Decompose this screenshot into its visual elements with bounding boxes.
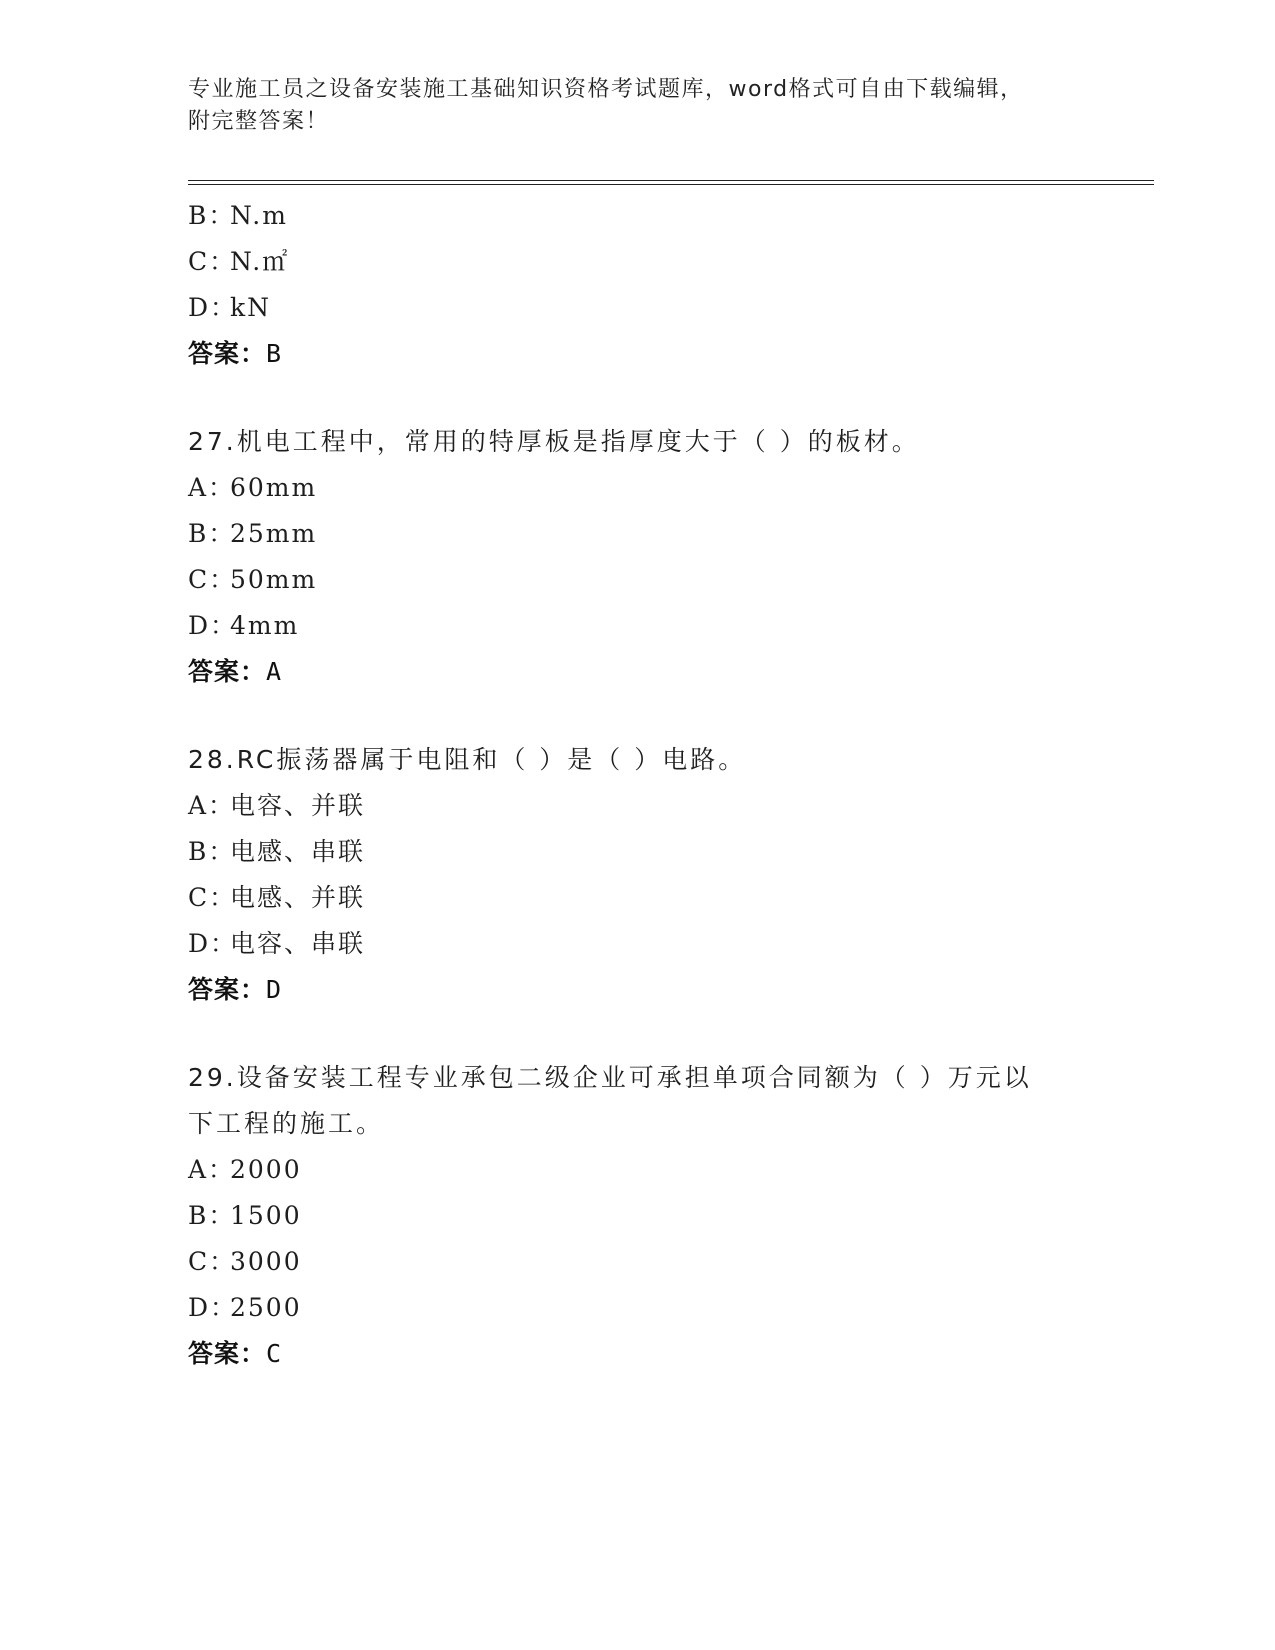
option-a — [188, 1147, 1088, 1193]
answer-value: A — [266, 657, 283, 686]
header-title-line-1: 专业施工员之设备安装施工基础知识资格考试题库，word格式可自由下载编辑， — [188, 77, 1024, 102]
option-b — [188, 193, 1088, 239]
option-b — [188, 1193, 1088, 1239]
option-text: kN — [230, 293, 272, 322]
option-text: N.m — [230, 201, 288, 230]
option-label: D： — [188, 293, 238, 322]
option-d — [188, 285, 1088, 331]
option-d — [188, 921, 1088, 967]
option-text: 25mm — [230, 519, 318, 548]
option-text: 电容、串联 — [230, 929, 366, 958]
question-27 — [188, 419, 1088, 695]
question-spacer — [188, 1013, 1088, 1055]
answer-line — [188, 649, 1088, 695]
option-text: 电感、串联 — [230, 837, 366, 866]
question-list — [188, 193, 1088, 1377]
question-26-continued — [188, 193, 1088, 377]
option-c — [188, 875, 1088, 921]
option-label: B： — [188, 201, 236, 230]
option-d — [188, 1285, 1088, 1331]
option-label: D： — [188, 1293, 238, 1322]
answer-value: D — [266, 975, 283, 1004]
option-label: A： — [188, 1155, 236, 1184]
option-a — [188, 465, 1088, 511]
question-stem: 27.机电工程中，常用的特厚板是指厚度大于（ ）的板材。 — [188, 427, 920, 456]
option-text: N.㎡ — [230, 247, 290, 276]
answer-value: B — [266, 339, 283, 368]
answer-label: 答案： — [188, 657, 267, 686]
option-label: B： — [188, 519, 236, 548]
option-b — [188, 511, 1088, 557]
answer-label: 答案： — [188, 1339, 267, 1368]
option-text: 电感、并联 — [230, 883, 366, 912]
option-c — [188, 239, 1088, 285]
option-label: C： — [188, 565, 237, 594]
answer-value: C — [266, 1339, 283, 1368]
option-b — [188, 829, 1088, 875]
option-label: C： — [188, 883, 237, 912]
answer-label: 答案： — [188, 339, 267, 368]
option-a — [188, 783, 1088, 829]
option-text: 50mm — [230, 565, 318, 594]
question-28 — [188, 737, 1088, 1013]
option-label: A： — [188, 791, 236, 820]
question-stem-line-1: 29.设备安装工程专业承包二级企业可承担单项合同额为（ ）万元以 — [188, 1063, 1032, 1092]
option-label: C： — [188, 247, 237, 276]
answer-line — [188, 967, 1088, 1013]
header-title-line-2: 附完整答案！ — [188, 109, 330, 134]
option-text: 2000 — [230, 1155, 302, 1184]
option-d — [188, 603, 1088, 649]
question-stem-line-2: 下工程的施工。 — [188, 1109, 385, 1138]
option-label: C： — [188, 1247, 237, 1276]
answer-line — [188, 1331, 1088, 1377]
question-29 — [188, 1055, 1088, 1377]
header-divider — [188, 180, 1154, 185]
option-text: 2500 — [230, 1293, 302, 1322]
option-c — [188, 557, 1088, 603]
option-text: 60mm — [230, 473, 318, 502]
option-label: D： — [188, 929, 238, 958]
option-text: 电容、并联 — [230, 791, 366, 820]
option-c — [188, 1239, 1088, 1285]
option-text: 3000 — [230, 1247, 302, 1276]
option-text: 1500 — [230, 1201, 302, 1230]
answer-line — [188, 331, 1088, 377]
question-spacer — [188, 377, 1088, 419]
question-stem: 28.RC振荡器属于电阻和（ ）是（ ）电路。 — [188, 745, 747, 774]
option-label: A： — [188, 473, 236, 502]
answer-label: 答案： — [188, 975, 267, 1004]
option-text: 4mm — [230, 611, 300, 640]
option-label: B： — [188, 1201, 236, 1230]
option-label: B： — [188, 837, 236, 866]
option-label: D： — [188, 611, 238, 640]
question-spacer — [188, 695, 1088, 737]
document-header — [188, 74, 1088, 138]
